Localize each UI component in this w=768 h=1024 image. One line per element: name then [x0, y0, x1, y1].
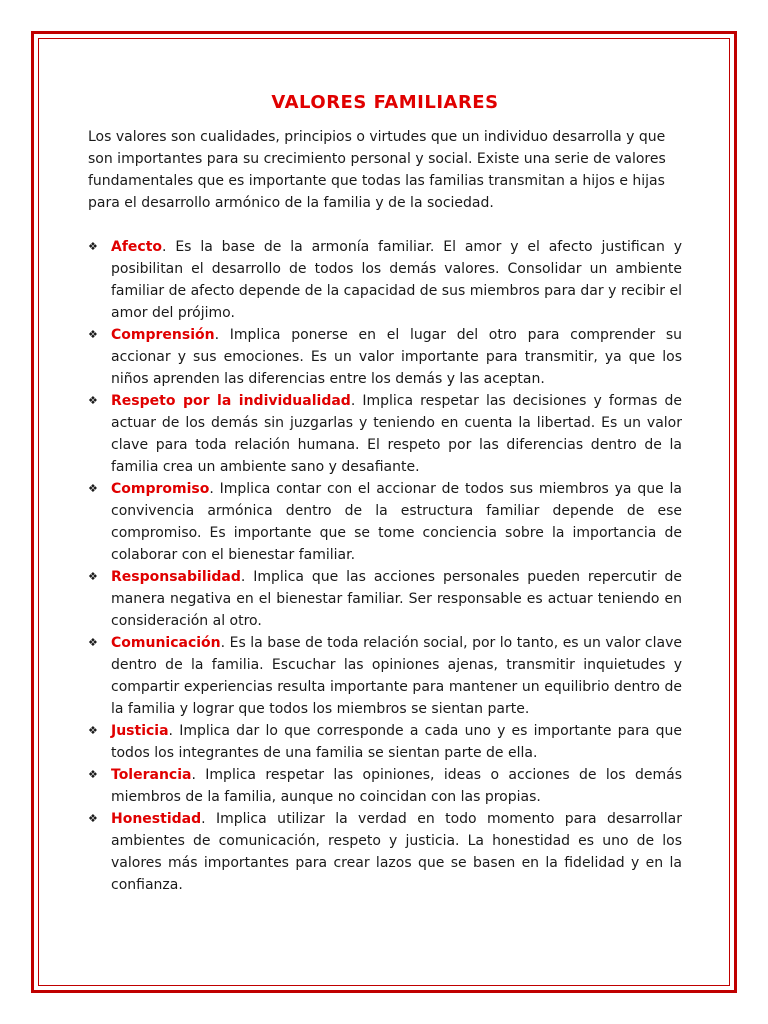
diamond-bullet-icon: ❖ [88, 394, 98, 407]
intro-paragraph: Los valores son cualidades, principios o virtudes que un individuo desarrolla y que son importantes para su crecimiento personal y social. Existe una serie de valores fundamentales que es importante que todas las familias transmitan a hijos e hijas para el desarrollo armónico de la familia y de la sociedad. [88, 129, 666, 211]
diamond-bullet-icon: ❖ [88, 240, 98, 253]
diamond-bullet-icon: ❖ [88, 812, 98, 825]
document-body [88, 90, 682, 896]
diamond-bullet-icon: ❖ [88, 636, 98, 649]
value-item [88, 236, 682, 324]
diamond-bullet-icon: ❖ [88, 768, 98, 781]
value-description: . Es la base de toda relación social, por lo tanto, es un valor clave dentro de la familia. Escuchar las opiniones ajenas, transmitir inquietudes y compartir experiencias resulta importante para mantener un equilibrio dentro de la familia y lograr que todos los miembros se sientan parte. [111, 635, 682, 717]
value-description: . Implica utilizar la verdad en todo momento para desarrollar ambientes de comunicación, respeto y justicia. La honestidad es uno de los valores más importantes para crear lazos que se basen en la fidelidad y en la confianza. [111, 811, 682, 893]
value-description: . Implica contar con el accionar de todos sus miembros ya que la convivencia armónica dentro de la estructura familiar depende de ese compromiso. Es importante que se tome conciencia sobre la importancia de colaborar con el bienestar familiar. [111, 481, 682, 563]
value-term: Tolerancia [111, 767, 192, 783]
value-description: . Implica que las acciones personales pueden repercutir de manera negativa en el bienestar familiar. Ser responsable es actuar teniendo en consideración al otro. [111, 569, 682, 629]
value-term: Afecto [111, 239, 163, 255]
value-item [88, 566, 682, 632]
value-description: . Implica ponerse en el lugar del otro para comprender su accionar y sus emociones. Es un valor importante para transmitir, ya que los niños aprenden las diferencias entre los demás y las aceptan. [111, 327, 682, 387]
value-item [88, 478, 682, 566]
diamond-bullet-icon: ❖ [88, 482, 98, 495]
value-term: Comunicación [111, 635, 221, 651]
diamond-bullet-icon: ❖ [88, 328, 98, 341]
value-term: Honestidad [111, 811, 202, 827]
value-term: Comprensión [111, 327, 215, 343]
value-term: Compromiso [111, 481, 210, 497]
value-description: . Es la base de la armonía familiar. El amor y el afecto justifican y posibilitan el desarrollo de todos los demás valores. Consolidar un ambiente familiar de afecto depende de la capacidad de sus miembros para dar y recibir el amor del prójimo. [111, 239, 682, 321]
value-item [88, 808, 682, 896]
value-term: Responsabilidad [111, 569, 241, 585]
value-term: Respeto por la individualidad [111, 393, 351, 409]
value-item [88, 324, 682, 390]
document-title: VALORES FAMILIARES [271, 92, 499, 113]
value-description: . Implica respetar las decisiones y formas de actuar de los demás sin juzgarlas y teniendo en cuenta la libertad. Es un valor clave para toda relación humana. El respeto por las diferencias dentro de la familia crea un ambiente sano y desafiante. [111, 393, 683, 475]
diamond-bullet-icon: ❖ [88, 570, 98, 583]
value-description: . Implica dar lo que corresponde a cada uno y es importante para que todos los integrantes de una familia se sientan parte de ella. [111, 723, 682, 761]
value-item [88, 764, 682, 808]
value-description: . Implica respetar las opiniones, ideas o acciones de los demás miembros de la familia, aunque no coincidan con las propias. [111, 767, 682, 805]
value-term: Justicia [111, 723, 169, 739]
value-item [88, 390, 682, 478]
diamond-bullet-icon: ❖ [88, 724, 98, 737]
value-item [88, 632, 682, 720]
values-list [88, 236, 682, 896]
value-item [88, 720, 682, 764]
